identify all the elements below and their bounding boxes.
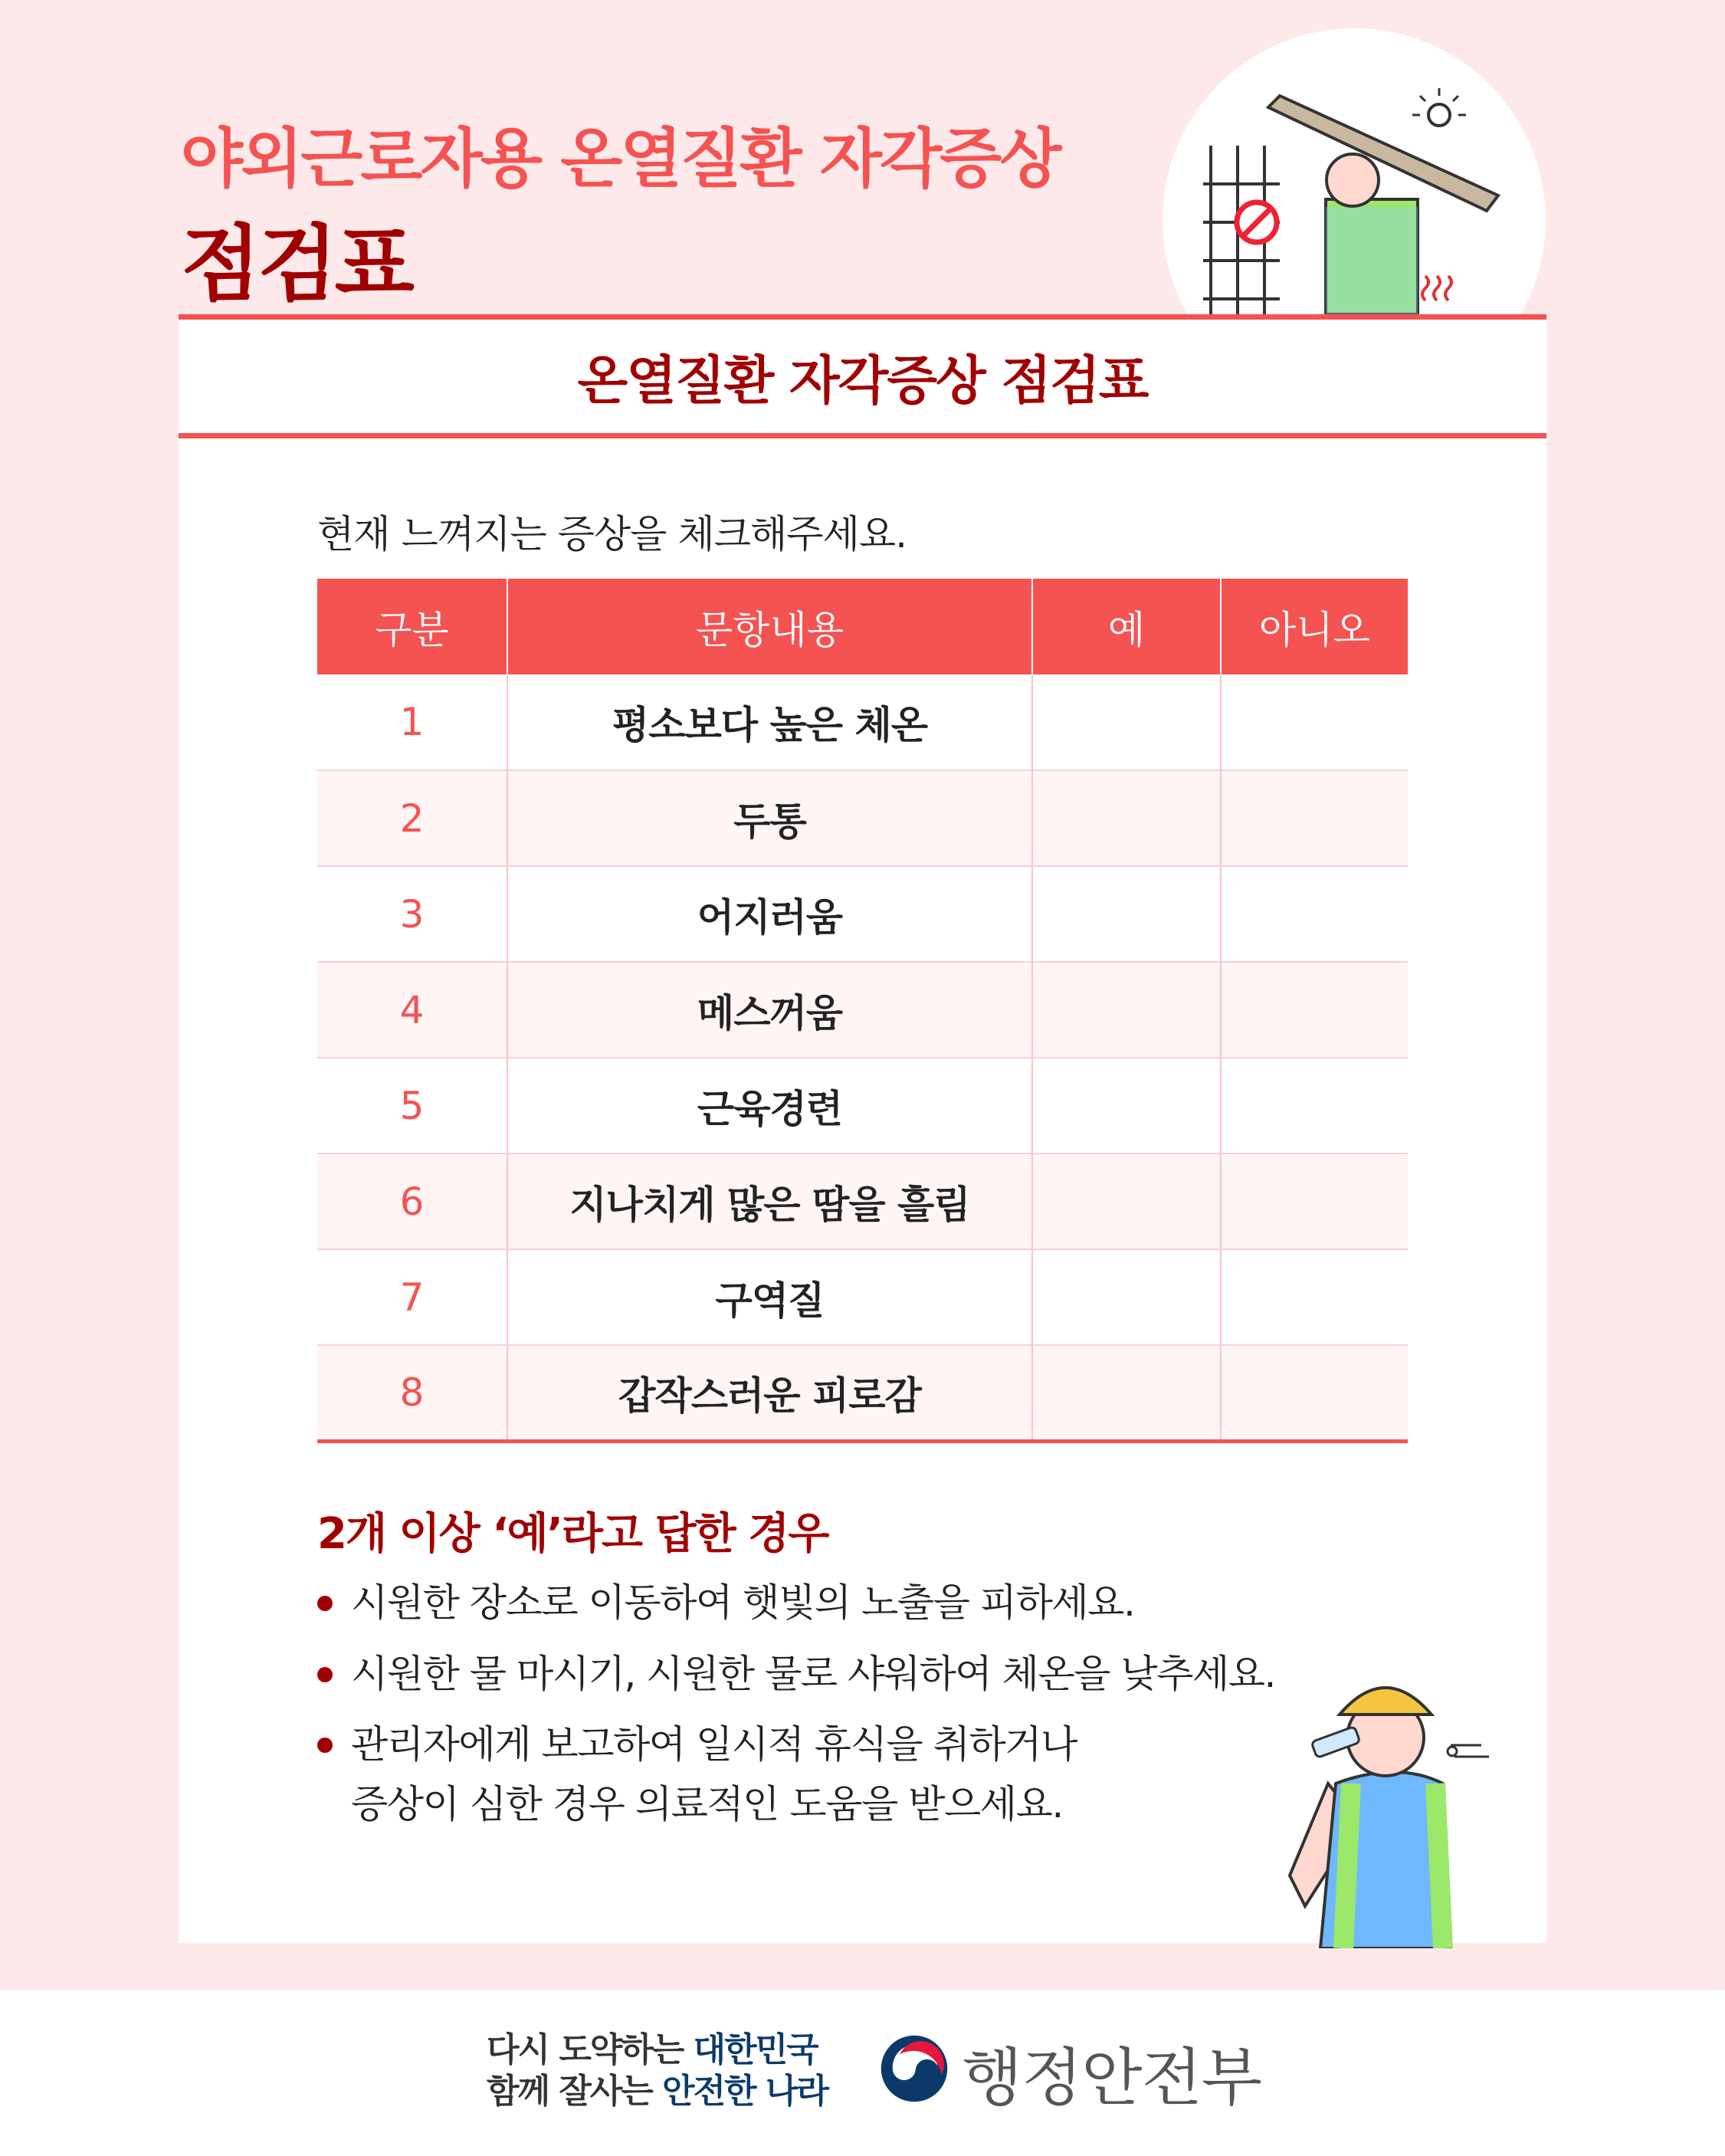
no-checkbox-cell[interactable]	[1221, 1058, 1408, 1153]
footer	[0, 1990, 1725, 2156]
table-row	[317, 1153, 1408, 1249]
page-title-line2: 점검표	[181, 217, 412, 313]
row-number: 7	[317, 1249, 507, 1345]
row-number: 5	[317, 1058, 507, 1153]
condition-title: 2개 이상 ‘예’라고 답한 경우	[317, 1509, 828, 1559]
table-row	[317, 866, 1408, 962]
advice-text: 관리자에게 보고하여 일시적 휴식을 취하거나 증상이 심한 경우 의료적인 도움을 받으세요.	[351, 1722, 1077, 1826]
worker-carrying-beam-illustration	[1195, 54, 1517, 318]
yes-checkbox-cell[interactable]	[1032, 1345, 1221, 1441]
table-row	[317, 770, 1408, 866]
row-number: 2	[317, 770, 507, 866]
symptom-label: 두통	[507, 770, 1032, 866]
table-row	[317, 1249, 1408, 1345]
no-checkbox-cell[interactable]	[1221, 1153, 1408, 1249]
symptom-label: 근육경련	[507, 1058, 1032, 1153]
row-number: 1	[317, 674, 507, 770]
yes-checkbox-cell[interactable]	[1032, 1249, 1221, 1345]
no-checkbox-cell[interactable]	[1221, 674, 1408, 770]
yes-checkbox-cell[interactable]	[1032, 674, 1221, 770]
no-checkbox-cell[interactable]	[1221, 1345, 1408, 1441]
column-header-yes: 예	[1032, 579, 1221, 674]
symptom-label: 어지러움	[507, 866, 1032, 962]
table-row	[317, 674, 1408, 770]
slogan-text: 함께 잘사는	[487, 2072, 663, 2111]
yes-checkbox-cell[interactable]	[1032, 770, 1221, 866]
column-header-item: 문항내용	[507, 579, 1032, 674]
ministry-name: 행정안전부	[962, 2042, 1262, 2115]
page-title-line1: 야외근로자용 온열질환 자각증상	[181, 121, 1060, 196]
card-title: 온열질환 자각증상 점검표	[179, 320, 1546, 438]
no-checkbox-cell[interactable]	[1221, 1249, 1408, 1345]
yes-checkbox-cell[interactable]	[1032, 962, 1221, 1058]
bullet-icon	[317, 1738, 333, 1753]
checklist-card	[179, 314, 1546, 1943]
no-checkbox-cell[interactable]	[1221, 770, 1408, 866]
slogan-text: 다시 도약하는	[487, 2030, 694, 2069]
table-row	[317, 1345, 1408, 1441]
symptom-label: 갑작스러운 피로감	[507, 1345, 1032, 1441]
government-emblem-icon	[878, 2033, 950, 2105]
slogan-highlight: 대한민국	[693, 2030, 818, 2069]
worker-drinking-water-illustration	[1244, 1646, 1546, 1948]
row-number: 6	[317, 1153, 507, 1249]
advice-text: 시원한 물 마시기, 시원한 물로 샤워하여 체온을 낮추세요.	[351, 1652, 1275, 1696]
table-row	[317, 1058, 1408, 1153]
advice-text: 시원한 장소로 이동하여 햇빛의 노출을 피하세요.	[351, 1580, 1135, 1625]
advice-item	[317, 1715, 1077, 1834]
row-number: 3	[317, 866, 507, 962]
table-row	[317, 962, 1408, 1058]
column-header-no-answer: 아니오	[1221, 579, 1408, 674]
symptom-label: 구역질	[507, 1249, 1032, 1345]
slogan-highlight: 안전한 나라	[662, 2072, 828, 2111]
yes-checkbox-cell[interactable]	[1032, 866, 1221, 962]
yes-checkbox-cell[interactable]	[1032, 1153, 1221, 1249]
slogan	[487, 2030, 828, 2112]
row-number: 8	[317, 1345, 507, 1441]
row-number: 4	[317, 962, 507, 1058]
column-header-no: 구분	[317, 579, 507, 674]
symptom-label: 평소보다 높은 체온	[507, 674, 1032, 770]
symptom-label: 메스꺼움	[507, 962, 1032, 1058]
advice-item	[317, 1644, 1275, 1704]
bullet-icon	[317, 1667, 333, 1682]
advice-item	[317, 1573, 1134, 1633]
symptom-label: 지나치게 많은 땀을 흘림	[507, 1153, 1032, 1249]
no-checkbox-cell[interactable]	[1221, 962, 1408, 1058]
symptom-table	[317, 579, 1408, 1443]
no-checkbox-cell[interactable]	[1221, 866, 1408, 962]
yes-checkbox-cell[interactable]	[1032, 1058, 1221, 1153]
intro-text: 현재 느껴지는 증상을 체크해주세요.	[317, 512, 907, 556]
bullet-icon	[317, 1596, 333, 1611]
